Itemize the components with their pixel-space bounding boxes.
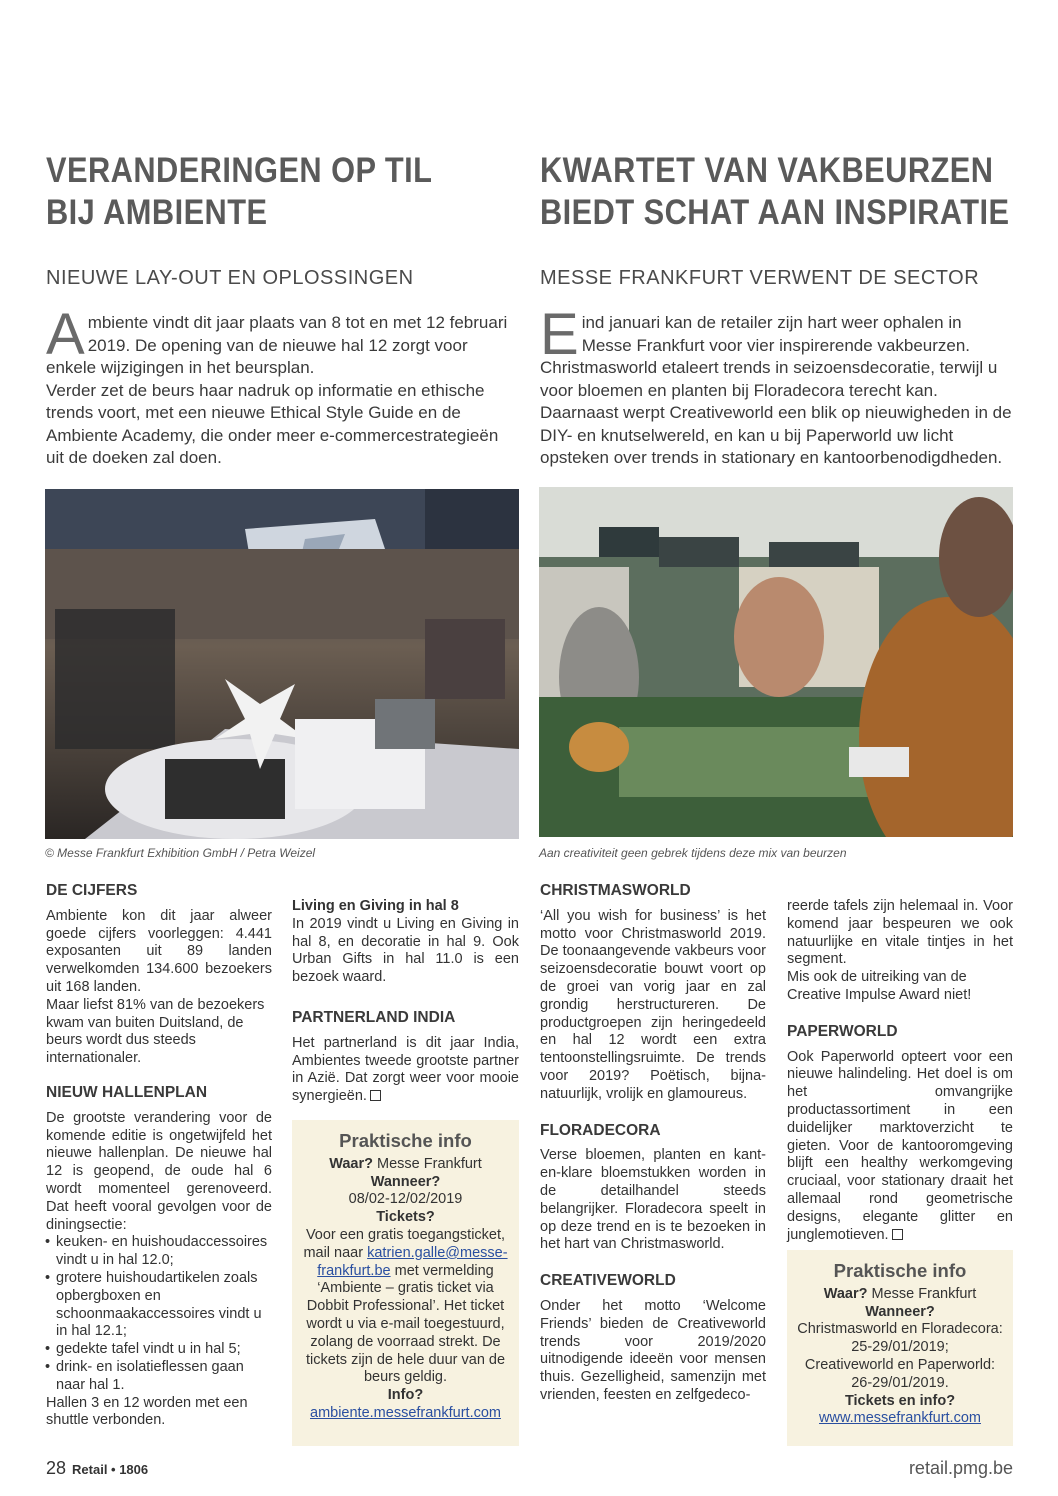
waar-label: Waar? <box>823 1285 868 1302</box>
paperworld-paragraph <box>787 1049 1013 1245</box>
wanneer-value: 08/02-12/02/2019 <box>348 1191 463 1208</box>
creativeworld-paragraph-cont: reerde tafels zijn helemaal in. Voor komend jaar bespeuren we ook natuurlijke en vitale tintjes in het segment. <box>787 898 1013 968</box>
hallenplan-paragraph-2: Hallen 3 en 12 worden met een shuttle verbonden. <box>46 1394 248 1429</box>
wanneer-date-1: 25-29/01/2019; <box>851 1339 949 1356</box>
christmasworld-paragraph: ‘All you wish for business’ is het motto voor Christmasworld 2019. De toonaangevende vakbeurs voor seizoensdecoratie bouwt voort op de groei van vorig jaar en zal grondig herstructureren. De productgroepen zijn heringedeeld en hal 12 wordt een extra tentoonstellingsruimte. De trends voor 2019? Poëtisch, bijna-natuurlijk, vrolijk en glamoureus. <box>540 907 766 1102</box>
section-title-hallenplan: NIEUW HALLENPLAN <box>46 1083 208 1101</box>
tickets-label: Tickets? <box>376 1209 435 1226</box>
info-box-messe <box>787 1250 1013 1446</box>
section-title-paperworld: PAPERWORLD <box>787 1022 898 1040</box>
wanneer-line-1: Christmasworld en Floradecora: <box>797 1321 1003 1338</box>
magazine-issue: Retail • 1806 <box>72 1462 149 1477</box>
wanneer-line-2: Creativeworld en Paperworld: <box>804 1356 996 1373</box>
waar-value: Messe Frankfurt <box>871 1285 977 1302</box>
wanneer-label: Wanneer? <box>865 1303 935 1320</box>
list-item: • keuken- en huishoudaccessoires vindt u in hal 12.0; <box>46 1234 272 1270</box>
hallenplan-bullet-list <box>46 1234 272 1394</box>
section-title-christmasworld: CHRISTMASWORLD <box>540 882 691 899</box>
living-giving-title: Living en Giving in hal 8 <box>292 898 459 914</box>
hallenplan-paragraph-1: De grootste verandering voor de komende editie is ongetwijfeld het nieuwe hallenplan. De nieuwe hal 12 is geopend, de oude hal 6 wordt momenteel gerenoveerd. Dat heeft vooral gevolgen voor de diningsectie: <box>46 1109 272 1233</box>
right-headline-line-2: BIEDT SCHAT AAN INSPIRATIE <box>540 193 1010 232</box>
right-intro <box>540 302 1012 470</box>
left-intro-text: mbiente vindt dit jaar plaats van 8 tot en met 12 februari 2019. De opening van de nieuwe hal 12 zorgt voor enkele wijzigingen in het beursplan. <box>46 313 508 377</box>
creativeworld-paragraph-cont-2: Mis ook de uitreiking van de Creative Impulse Award niet! <box>787 969 972 1003</box>
info-box-waar <box>292 1156 519 1174</box>
left-subheading: NIEUWE LAY-OUT EN OPLOSSINGEN <box>46 267 414 289</box>
list-item: • grotere huishoudartikelen zoals opbergboxen en schoonmaakaccessoires vindt u in hal 12.1; <box>46 1270 272 1341</box>
tickets-text-1: Voor een gratis toegangsticket, mail naar <box>303 1226 506 1261</box>
right-photo-caption: Aan creativiteit geen gebrek tijdens deze mix van beurzen <box>539 846 847 860</box>
right-subheading: MESSE FRANKFURT VERWENT DE SECTOR <box>540 267 980 289</box>
messefrankfurt-website-link[interactable]: www.messefrankfurt.com <box>819 1410 981 1427</box>
right-headline-line-1: KWARTET VAN VAKBEURZEN <box>540 151 994 190</box>
tickets-info-label: Tickets en info? <box>844 1392 956 1409</box>
waar-label: Waar? <box>329 1155 373 1172</box>
wanneer-label: Wanneer? <box>370 1173 441 1190</box>
page-number: 28 <box>46 1458 67 1478</box>
left-dropcap: A <box>46 302 85 367</box>
left-headline-line-1: VERANDERINGEN OP TIL <box>46 151 433 190</box>
cijfers-paragraph-2: Maar liefst 81% van de bezoekers kwam van buiten Duitsland, de beurs wordt dus steeds internationaler. <box>46 996 265 1067</box>
list-item: • gedekte tafel vindt u in hal 5; <box>46 1341 272 1359</box>
section-title-creativeworld: CREATIVEWORLD <box>540 1272 676 1290</box>
column-1 <box>46 882 272 1430</box>
tickets-text <box>292 1227 519 1387</box>
ambiente-website-link[interactable]: ambiente.messefrankfurt.com <box>310 1404 501 1421</box>
info-box-title: Praktische info <box>339 1130 472 1151</box>
right-intro-text: ind januari kan de retailer zijn hart weer ophalen in Messe Frankfurt voor vier inspirerende vakbeurzen. Christmasworld etaleert trends in seizoensdecoratie, terwijl u voor bloemen en planten bij Floradecora terecht kan. Daarnaast werpt Creativeworld een blik op nieuwigheden in de DIY- en knutselwereld, en kan u bij Paperworld uw licht opsteken over trends in stationary en kantoorbenodigdheden. <box>540 313 1012 467</box>
end-of-article-icon <box>370 1090 381 1101</box>
footer-website[interactable]: retail.pmg.be <box>908 1458 1013 1478</box>
right-dropcap: E <box>540 302 579 367</box>
tickets-text-3: De tickets zijn de hele duur van de beurs geldig. <box>305 1333 506 1386</box>
column-2 <box>292 898 519 1106</box>
trade-fair-hall-photo <box>45 489 519 839</box>
info-box-waar <box>787 1286 1013 1304</box>
left-photo-caption: © Messe Frankfurt Exhibition GmbH / Petra Weizel <box>45 846 316 860</box>
end-of-article-icon <box>892 1229 903 1240</box>
left-headline <box>46 150 586 234</box>
info-box-ambiente <box>292 1120 519 1446</box>
ticket-email-link[interactable]: katrien.galle@messe-frankfurt.be <box>317 1244 508 1279</box>
list-item: • drink- en isolatieflessen gaan naar hal 1. <box>46 1359 272 1395</box>
waar-value: Messe Frankfurt <box>377 1155 482 1172</box>
section-title-cijfers: DE CIJFERS <box>46 882 138 899</box>
right-headline <box>540 150 1058 234</box>
section-title-floradecora: FLORADECORA <box>540 1121 661 1139</box>
partnerland-paragraph <box>292 1035 519 1106</box>
info-box-title: Praktische info <box>833 1260 967 1281</box>
paperworld-text: Ook Paperworld opteert voor een nieuwe halindeling. Het doel is om het omvangrijke productassortiment in een duidelijker marktoverzicht te gieten. Voor de kantooromgeving blijft een healthy werkomgeving cruciaal, voor stationary draait het allemaal rond geometrische designs, elegante glitter en junglemotieven. <box>787 1048 1013 1243</box>
section-title-partnerland: PARTNERLAND INDIA <box>292 1008 456 1026</box>
footer-page-info <box>46 1458 148 1479</box>
floradecora-paragraph: Verse bloemen, planten en kant-en-klare bloemstukken worden in de detailhandel steeds belangrijker. Floradecora speelt in op deze trend en is te bezoeken in het hart van Christmasworld. <box>540 1147 766 1253</box>
left-intro-text-2: Verder zet de beurs haar nadruk op informatie en ethische trends voort, met een nieuwe Ethical Style Guide en de Ambiente Academy, die onder meer e-commercestrategieën uit de doeken zal doen. <box>46 380 499 467</box>
left-intro <box>46 302 518 470</box>
wanneer-date-2: 26-29/01/2019. <box>851 1374 949 1391</box>
info-label: Info? <box>387 1387 424 1404</box>
partnerland-text: Het partnerland is dit jaar India, Ambientes tweede grootste partner in Azië. Dat zorgt weer voor mooie synergieën. <box>292 1034 519 1105</box>
column-3 <box>540 882 766 1405</box>
left-headline-line-2: BIJ AMBIENTE <box>46 193 268 232</box>
creativeworld-paragraph: Onder het motto ‘Welcome Friends’ bieden de Creativeworld trends voor 2019/2020 uitnodigende ideeën voor mensen thuis. Gezelligheid, samenzijn met vrienden, feesten en zelfgedeco- <box>540 1297 766 1403</box>
column-4 <box>787 898 1013 1244</box>
christmasworld-stand-photo <box>539 487 1013 837</box>
cijfers-paragraph-1: Ambiente kon dit jaar alweer goede cijfers voorleggen: 4.441 exposanten uit 89 landen verwelkomden 134.600 bezoekers uit 168 landen. <box>46 907 272 995</box>
tickets-text-2: met vermelding ‘Ambiente – gratis ticket via Dobbit Professional’. Het ticket wordt u via e-mail toegestuurd, zolang de voorraad strekt. <box>306 1262 505 1350</box>
living-giving-paragraph: In 2019 vindt u Living en Giving in hal 8, en decoratie in hal 9. Ook Urban Gifts in hal 11.0 is een bezoek waard. <box>292 915 519 986</box>
